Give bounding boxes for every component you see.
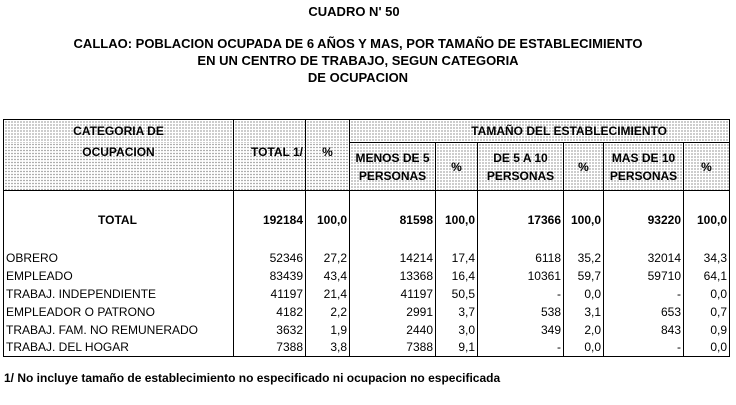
table-row: TRABAJ. INDEPENDIENTE 41197 21,4 41197 50,5 - 0,0 - 0,0	[4, 285, 730, 303]
header-de5a10-pct: %	[564, 143, 604, 191]
title-line-3: DE OCUPACION	[307, 70, 409, 85]
header-tamano: TAMAÑO DEL ESTABLECIMIENTO	[350, 120, 730, 143]
table-row: TRABAJ. FAM. NO REMUNERADO 3632 1,9 2440 3,0 349 2,0 843 0,9	[4, 321, 730, 339]
table-number: CUADRO N' 50	[308, 4, 400, 19]
header-total: TOTAL 1/	[234, 143, 306, 191]
header-categoria-2: OCUPACION	[4, 143, 234, 191]
table-row: EMPLEADO 83439 43,4 13368 16,4 10361 59,7 59710 64,1	[4, 267, 730, 285]
header-menos5: MENOS DE 5 PERSONAS	[350, 143, 436, 191]
table-row: OBRERO 52346 27,2 14214 17,4 6118 35,2 32014 34,3	[4, 249, 730, 267]
header-total-pct: %	[306, 143, 350, 191]
table-row: EMPLEADOR O PATRONO 4182 2,2 2991 3,7 538 3,1 653 0,7	[4, 303, 730, 321]
data-table	[3, 119, 730, 357]
footnote: 1/ No incluye tamaño de establecimiento no especificado ni ocupacion no especificada	[4, 371, 501, 385]
table-row: TRABAJ. DEL HOGAR 7388 3,8 7388 9,1 - 0,0 - 0,0	[4, 339, 730, 357]
title-line-2: EN UN CENTRO DE TRABAJO, SEGUN CATEGORIA	[197, 53, 519, 68]
header-de5a10: DE 5 A 10 PERSONAS	[478, 143, 564, 191]
header-total-top	[234, 120, 306, 143]
title-line-1: CALLAO: POBLACION OCUPADA DE 6 AÑOS Y MAS, POR TAMAÑO DE ESTABLECIMIENTO	[73, 36, 643, 51]
header-mas10: MAS DE 10 PERSONAS	[604, 143, 684, 191]
header-menos5-pct: %	[436, 143, 478, 191]
header-pct-top	[306, 120, 350, 143]
header-mas10-pct: %	[684, 143, 730, 191]
total-row: TOTAL 192184 100,0 81598 100,0 17366 100,0 93220 100,0	[4, 191, 730, 249]
header-categoria-1: CATEGORIA DE	[4, 120, 234, 143]
